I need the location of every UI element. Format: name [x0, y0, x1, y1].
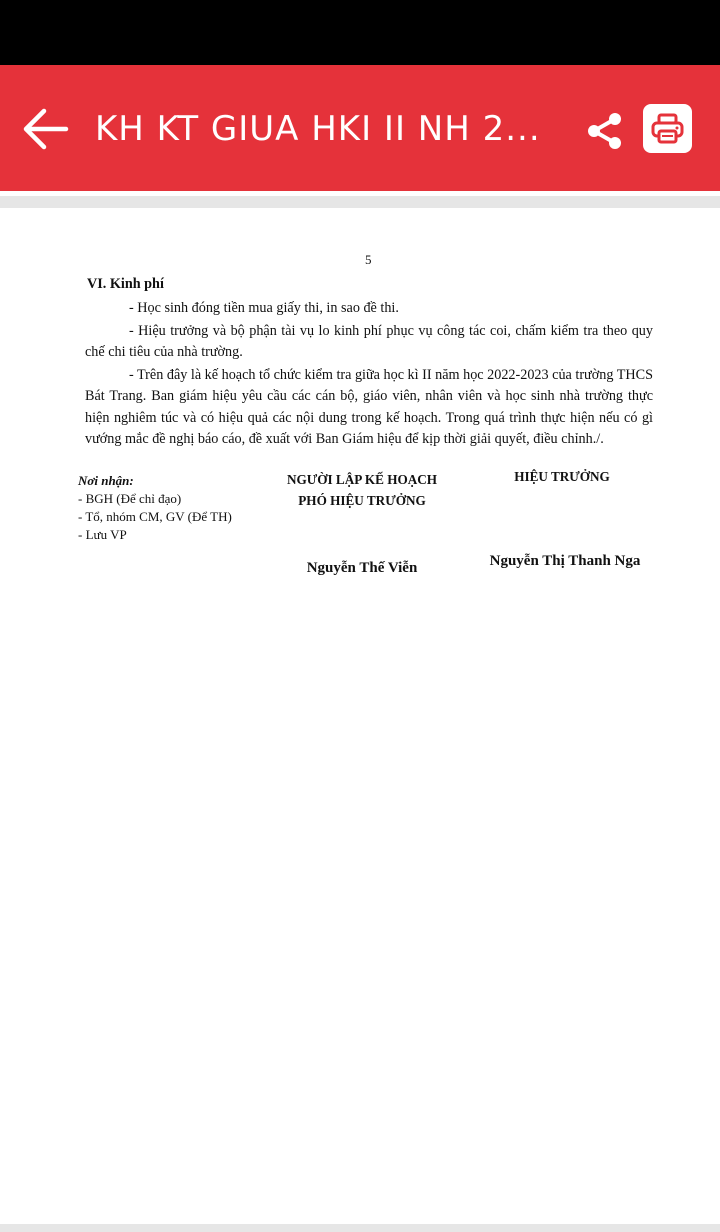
recipients-heading: Nơi nhận: — [78, 473, 134, 488]
recipients-block — [78, 472, 232, 544]
signer-right-title: HIỆU TRƯỞNG — [514, 469, 610, 484]
status-bar — [0, 0, 720, 65]
bottom-divider — [0, 1224, 720, 1232]
print-button[interactable] — [643, 104, 692, 153]
signer-center-title: NGƯỜI LẬP KẾ HOẠCH — [286, 472, 438, 487]
recipient-item: - Tổ, nhóm CM, GV (Để TH) — [78, 509, 232, 524]
section-heading: VI. Kinh phí — [87, 276, 164, 292]
recipient-item: - Lưu VP — [78, 527, 127, 542]
signer-center-subtitle: PHÓ HIỆU TRƯỞNG — [298, 493, 426, 508]
paragraph: - Trên đây là kế hoạch tổ chức kiểm tra giữa học kì II năm học 2022-2023 của trường THCS Bát Trang. Ban giám hiệu yêu cầu các cán bộ, giáo viên, nhân viên và học sinh nhà trường thực hiện nghiêm túc và có hiệu quả các nội dung trong kế hoạch. Trong quá trình thực hiện nếu có gì vướng mắc đề nghị báo cáo, đề xuất với Ban Giám hiệu để kịp thời giải quyết, điều chỉnh./. — [85, 367, 653, 447]
document-page[interactable] — [0, 208, 720, 1224]
paragraph: - Học sinh đóng tiền mua giấy thi, in sao đề thi. — [129, 300, 399, 316]
document-title: KH KT GIUA HKI II NH 2... — [95, 109, 541, 149]
signer-center-block — [262, 469, 462, 511]
page-number: 5 — [365, 252, 372, 267]
back-button[interactable] — [18, 101, 74, 157]
arrow-left-icon — [18, 101, 74, 157]
printer-icon — [650, 111, 685, 146]
paragraph: - Hiệu trưởng và bộ phận tài vụ lo kinh phí phục vụ công tác coi, chấm kiểm tra theo quy chế chi tiêu của nhà trường. — [85, 323, 653, 361]
signer-right-name: Nguyễn Thị Thanh Nga — [489, 553, 641, 569]
share-icon — [580, 109, 630, 153]
app-bar — [0, 65, 720, 191]
recipient-item: - BGH (Để chỉ đạo) — [78, 491, 182, 506]
divider — [0, 196, 720, 208]
share-button[interactable] — [580, 109, 630, 153]
signer-center-name: Nguyễn Thế Viễn — [306, 560, 418, 576]
